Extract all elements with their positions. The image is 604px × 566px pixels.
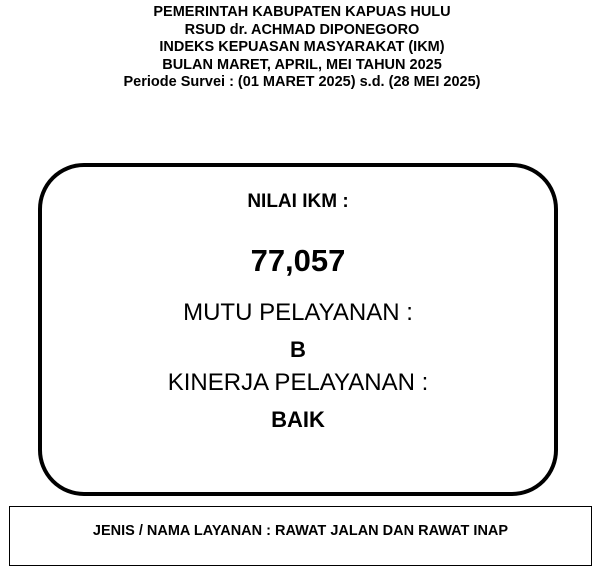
header-hospital: RSUD dr. ACHMAD DIPONEGORO — [184, 21, 420, 38]
service-quality-value: B — [290, 337, 306, 362]
service-type-box — [9, 506, 592, 566]
header-months: BULAN MARET, APRIL, MEI TAHUN 2025 — [162, 56, 442, 73]
service-quality-label: MUTU PELAYANAN : — [183, 299, 413, 326]
ikm-result-box — [38, 163, 558, 496]
service-performance-label: KINERJA PELAYANAN : — [167, 369, 429, 396]
ikm-label: NILAI IKM : — [247, 191, 349, 212]
service-type-text: JENIS / NAMA LAYANAN : RAWAT JALAN DAN RAWAT INAP — [92, 523, 509, 539]
header-government: PEMERINTAH KABUPATEN KAPUAS HULU — [153, 4, 451, 20]
document-header — [0, 4, 604, 92]
header-index-title: INDEKS KEPUASAN MASYARAKAT (IKM) — [159, 39, 445, 55]
header-survey-period: Periode Survei : (01 MARET 2025) s.d. (28 MEI 2025) — [123, 74, 481, 90]
service-performance-value: BAIK — [271, 407, 325, 432]
ikm-value: 77,057 — [250, 243, 346, 278]
